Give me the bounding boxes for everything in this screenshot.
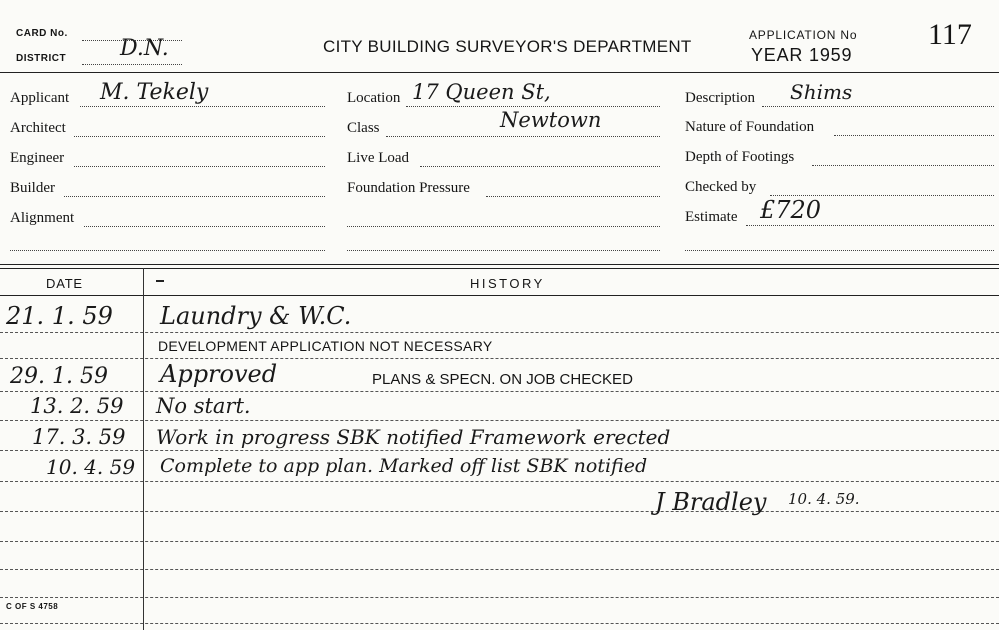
history-entry: Approved [160,360,278,388]
depth-line [812,165,994,166]
estimate-line [746,225,994,226]
district-line [82,64,182,65]
builder-label: Builder [10,180,55,196]
foundation-pressure-line [486,196,660,197]
history-row-line [0,481,999,482]
history-stamp: PLANS & SPECN. ON JOB CHECKED [372,371,633,388]
alignment-line [84,226,325,227]
header-rule [0,72,999,73]
application-number: 117 [928,18,972,51]
history-date: 17. 3. 59 [32,425,126,449]
form-number: C OF S 4758 [6,602,59,611]
location-label: Location [347,90,401,106]
history-date: 21. 1. 59 [6,302,113,330]
class-line [386,136,660,137]
architect-line [74,136,325,137]
header-dash-mark [156,280,164,282]
class-label: Class [347,120,380,136]
estimate-label: Estimate [685,209,738,225]
location-value-2: Newtown [500,108,602,132]
history-row-line [0,332,999,333]
estimate-value: £720 [760,196,822,224]
location-line [406,106,660,107]
district-label: DISTRICT [16,53,67,64]
date-header: DATE [46,276,83,291]
foundation-pressure-label: Foundation Pressure [347,180,470,196]
history-date: 10. 4. 59 [46,455,136,479]
middle-blank-line [347,226,660,227]
blank-line-1 [10,250,325,251]
application-label: APPLICATION No [749,28,858,42]
history-row-line [0,569,999,570]
blank-line-3 [685,250,994,251]
location-value-1: 17 Queen St, [412,80,551,104]
history-date: 29. 1. 59 [10,364,108,389]
history-row-line [0,391,999,392]
engineer-label: Engineer [10,150,65,166]
live-load-line [420,166,660,167]
description-line [762,106,994,107]
engineer-line [74,166,325,167]
history-entry: Laundry & W.C. [160,302,352,330]
live-load-label: Live Load [347,150,410,166]
history-top-rule-2 [0,268,999,269]
history-row-line [0,511,999,512]
history-row-line [0,420,999,421]
year-label: YEAR 1959 [751,45,853,65]
history-row-line [0,623,999,624]
blank-line-2 [347,250,660,251]
nature-line [834,135,994,136]
alignment-label: Alignment [10,210,75,226]
signature: J Bradley [655,488,767,516]
district-value: D.N. [120,36,169,61]
history-date: 13. 2. 59 [30,394,124,418]
applicant-label: Applicant [10,90,70,106]
history-header: HISTORY [470,276,545,291]
applicant-value: M. Tekely [100,80,209,105]
nature-of-foundation-label: Nature of Foundation [685,119,815,135]
history-entry: Work in progress SBK notified Framework erected [156,425,671,449]
history-header-rule [0,295,999,296]
applicant-line [80,106,325,107]
history-entry: No start. [156,394,251,418]
history-row-line [0,597,999,598]
history-entry: Complete to app plan. Marked off list SBK notified [160,455,648,477]
card-no-label: CARD No. [16,28,68,39]
signature-date: 10. 4. 59. [788,490,860,508]
history-row-line [0,358,999,359]
checked-by-label: Checked by [685,179,757,195]
history-top-rule [0,264,999,265]
depth-of-footings-label: Depth of Footings [685,149,795,165]
description-label: Description [685,90,755,106]
architect-label: Architect [10,120,66,136]
department-title: CITY BUILDING SURVEYOR'S DEPARTMENT [323,37,692,56]
history-row-line [0,450,999,451]
history-stamp: DEVELOPMENT APPLICATION NOT NECESSARY [158,338,493,354]
history-row-line [0,541,999,542]
builder-line [64,196,325,197]
date-column-divider [143,268,144,630]
description-value: Shims [790,80,853,104]
